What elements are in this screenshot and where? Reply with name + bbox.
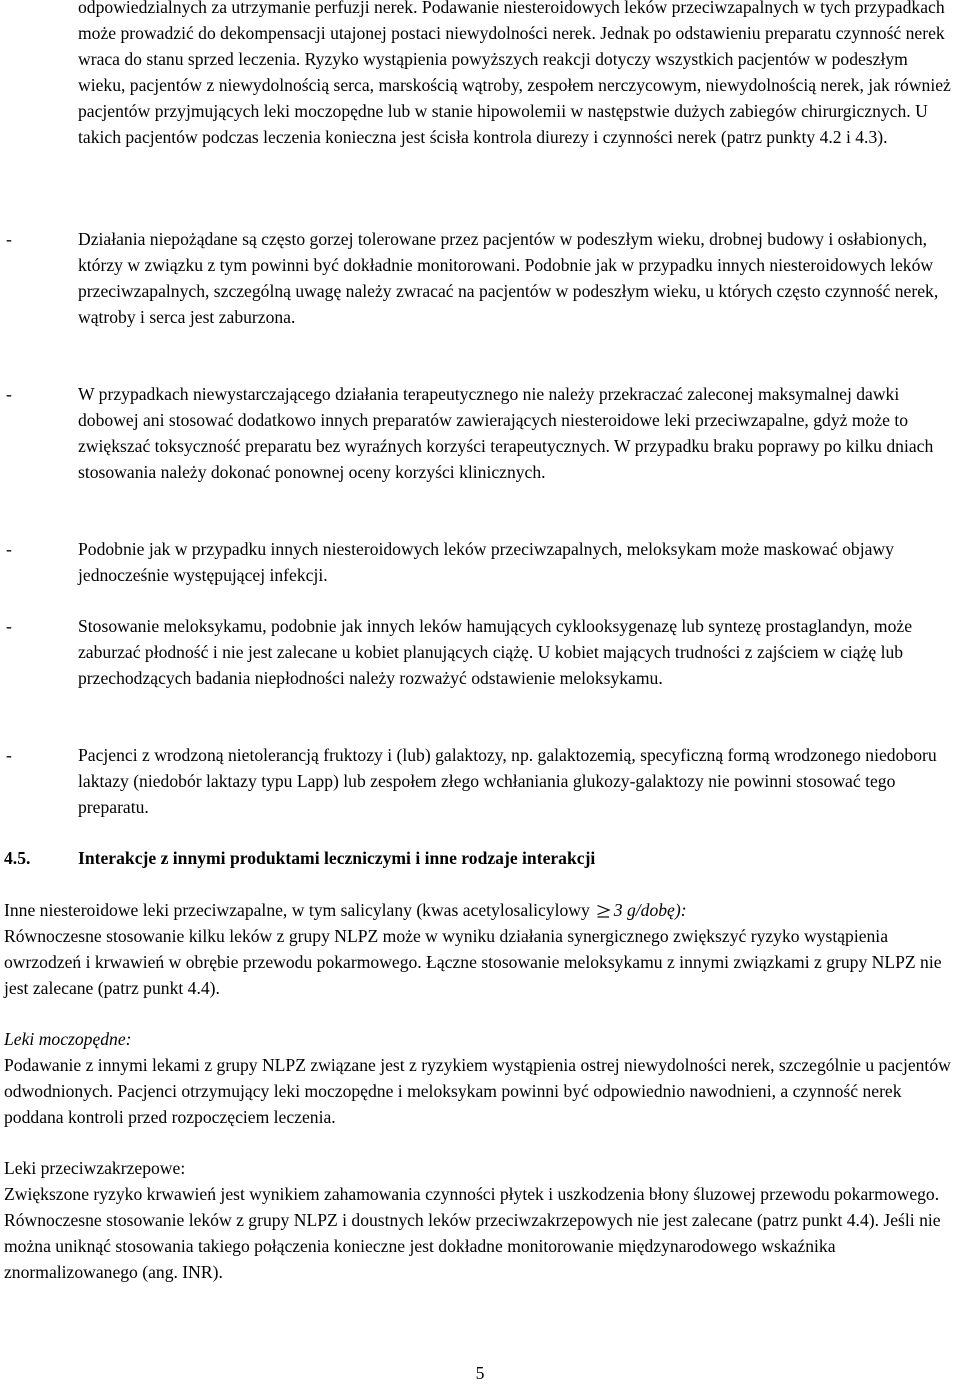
greater-than-or-equal-icon	[596, 904, 611, 918]
nsaid-heading	[4, 898, 956, 924]
list-item-text: Podobnie jak w przypadku innych niesteroidowych leków przeciwzapalnych, meloksykam może maskować objawy jednocześnie występującej infekcji.	[78, 539, 894, 585]
anticoagulants-block	[4, 1156, 956, 1286]
bullet-marker: -	[6, 745, 12, 765]
section-heading	[4, 846, 954, 872]
bullet-marker: -	[6, 384, 12, 404]
bullet-marker: -	[6, 539, 12, 559]
bullet-marker: -	[6, 616, 12, 636]
nsaid-dose: 3 g/dobę):	[613, 900, 687, 920]
nsaid-block	[4, 898, 956, 1002]
intro-paragraph: odpowiedzialnych za utrzymanie perfuzji nerek. Podawanie niesteroidowych leków przeciwzapalnych w tych przypadkach może prowadzić do dekompensacji utajonej postaci niewydolności nerek. Jednak po odstawieniu preparatu czynność nerek wraca do stanu sprzed leczenia. Ryzyko wystąpienia powyższych reakcji dotyczy wszystkich pacjentów w podeszłym wieku, pacjentów z niewydolnością serca, marskością wątroby, zespołem nerczycowym, niewydolnością nerek, jak również pacjentów przyjmujących leki moczopędne lub w stanie hipowolemii w następstwie dużych zabiegów chirurgicznych. U takich pacjentów podczas leczenia konieczna jest ścisła kontrola diurezy i czynności nerek (patrz punkty 4.2 i 4.3).	[78, 0, 951, 147]
list-item-text: Działania niepożądane są często gorzej tolerowane przez pacjentów w podeszłym wieku, drobnej budowy i osłabionych, którzy w związku z tym powinni być dokładnie monitorowani. Podobnie jak w przypadku innych niesteroidowych leków przeciwzapalnych, szczególną uwagę należy zwracać na pacjentów w podeszłym wieku, u których często czynność nerek, wątroby i serca jest zaburzona.	[78, 229, 939, 327]
diuretics-label: Leki moczopędne:	[4, 1029, 132, 1049]
section-number: 4.5.	[4, 848, 31, 868]
diuretics-block	[4, 1027, 956, 1131]
section-title: Interakcje z innymi produktami leczniczymi i inne rodzaje interakcji	[78, 848, 596, 868]
nsaid-text: Równoczesne stosowanie kilku leków z grupy NLPZ może w wyniku działania synergicznego zwiększyć ryzyko wystąpienia owrzodzeń i krwawień w obrębie przewodu pokarmowego. Łączne stosowanie meloksykamu z innymi związkami z grupy NLPZ nie jest zalecane (patrz punkt 4.4).	[4, 925, 942, 998]
list-item-text: Pacjenci z wrodzoną nietolerancją fruktozy i (lub) galaktozy, np. galaktozemią, specyficzną formą wrodzonego niedoboru laktazy (niedobór laktazy typu Lapp) lub zespołem złego wchłaniania glukozy-galaktozy nie powinni stosować tego preparatu.	[78, 745, 937, 817]
bullet-marker: -	[6, 229, 12, 249]
diuretics-text: Podawanie z innymi lekami z grupy NLPZ związane jest z ryzykiem wystąpienia ostrej niewydolności nerek, szczególnie u pacjentów odwodnionych. Pacjenci otrzymujący leki moczopędne i meloksykam powinni być odpowiednio nawodnieni, a czynność nerek poddana kontroli przed rozpoczęciem leczenia.	[4, 1054, 951, 1127]
list-item-text: W przypadkach niewystarczającego działania terapeutycznego nie należy przekraczać zaleconej maksymalnej dawki dobowej ani stosować dodatkowo innych preparatów zawierających niesteroidowe leki przeciwzapalne, gdyż może to zwiększać toksyczność preparatu bez wyraźnych korzyści terapeutycznych. W przypadku braku poprawy po kilku dniach stosowania należy dokonać ponownej oceny korzyści klinicznych.	[78, 384, 934, 482]
list-item-text: Stosowanie meloksykamu, podobnie jak innych leków hamujących cyklooksygenazę lub syntezę prostaglandyn, może zaburzać płodność i nie jest zalecane u kobiet planujących ciążę. U kobiet mających trudności z zajściem w ciążę lub przechodzących badania niepłodności należy rozważyć odstawienie meloksykamu.	[78, 616, 913, 688]
anticoagulants-label: Leki przeciwzakrzepowe:	[4, 1158, 186, 1178]
page-number: 5	[475, 1363, 485, 1383]
anticoagulants-text: Zwiększone ryzyko krwawień jest wynikiem zahamowania czynności płytek i uszkodzenia błony śluzowej przewodu pokarmowego. Równoczesne stosowanie leków z grupy NLPZ i doustnych leków przeciwzakrzepowych nie jest zalecane (patrz punkt 4.4). Jeśli nie można uniknąć stosowania takiego połączenia konieczne jest dokładne monitorowanie międzynarodowego wskaźnika znormalizowanego (ang. INR).	[4, 1183, 941, 1282]
nsaid-label: Inne niesteroidowe leki przeciwzapalne, w tym salicylany (kwas acetylosalicylowy	[4, 900, 590, 920]
